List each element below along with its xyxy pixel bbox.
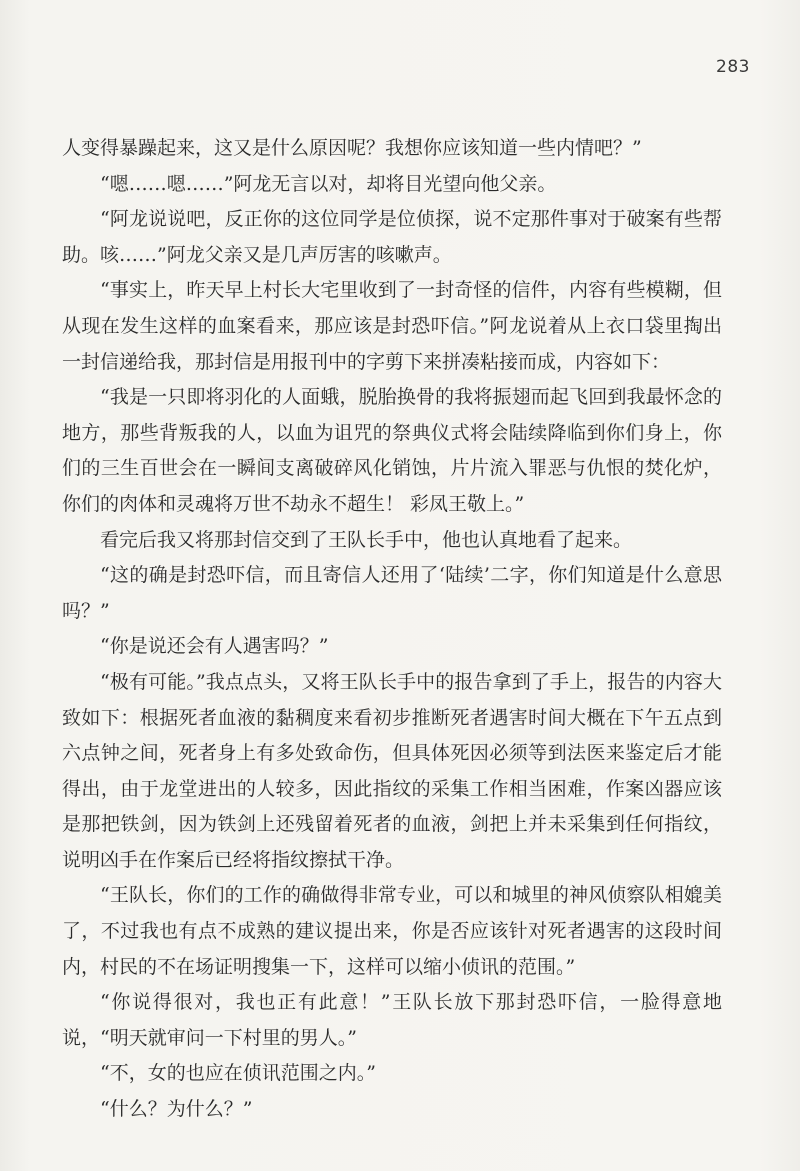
paragraph: “阿龙说说吧，反正你的这位同学是位侦探，说不定那件事对于破案有些帮助。咳……”阿龙父亲又是几声厉害的咳嗽声。: [62, 208, 722, 266]
page-number: 283: [716, 57, 750, 77]
body-text: [62, 131, 722, 1128]
paragraph: “这的确是封恐吓信，而且寄信人还用了‘陆续’二字，你们知道是什么意思吗？”: [62, 564, 722, 622]
paragraph-report: “极有可能。”我点点头，又将王队长手中的报告拿到了手上，报告的内容大致如下：根据死者血液的黏稠度来看初步推断死者遇害时间大概在下午五点到六点钟之间，死者身上有多处致命伤，但具体死因必须等到法医来鉴定后才能得出，由于龙堂进出的人较多，因此指纹的采集工作相当困难，作案凶器应该是那把铁剑，因为铁剑上还残留着死者的血液，剑把上并未采集到任何指纹，说明凶手在作案后已经将指纹擦拭干净。: [62, 670, 722, 871]
paragraph: “王队长，你们的工作的确做得非常专业，可以和城里的神风侦察队相媲美了，不过我也有点不成熟的建议提出来，你是否应该针对死者遇害的这段时间内，村民的不在场证明搜集一下，这样可以缩小侦讯的范围。”: [62, 884, 722, 978]
paragraph: “事实上，昨天早上村长大宅里收到了一封奇怪的信件，内容有些模糊，但从现在发生这样的血案看来，那应该是封恐吓信。”阿龙说着从上衣口袋里掏出一封信递给我，那封信是用报刊中的字剪下来拼凑粘接而成，内容如下：: [62, 279, 722, 373]
paragraph: “不，女的也应在侦讯范围之内。”: [100, 1062, 376, 1085]
paragraph: “嗯……嗯……”阿龙无言以对，却将目光望向他父亲。: [100, 172, 557, 195]
paragraph-continuation: 人变得暴躁起来，这又是什么原因呢？我想你应该知道一些内情吧？”: [62, 137, 642, 159]
paragraph-letter-quote: “我是一只即将羽化的人面蛾，脱胎换骨的我将振翅而起飞回到我最怀念的地方，那些背叛我的人，以血为诅咒的祭典仪式将会陆续降临到你们身上，你们的三生百世会在一瞬间支离破碎风化销蚀，片片流入罪恶与仇恨的焚化炉，你们的肉体和灵魂将万世不劫永不超生！ 彩凤王敬上。”: [62, 386, 722, 515]
paragraph: 看完后我又将那封信交到了王队长手中，他也认真地看了起来。: [100, 528, 633, 551]
paragraph: “你说得很对，我也正有此意！”王队长放下那封恐吓信，一脸得意地说，“明天就审问一下村里的男人。”: [62, 991, 722, 1049]
paragraph: “什么？为什么？”: [100, 1098, 253, 1121]
paragraph: “你是说还会有人遇害吗？”: [100, 635, 329, 658]
